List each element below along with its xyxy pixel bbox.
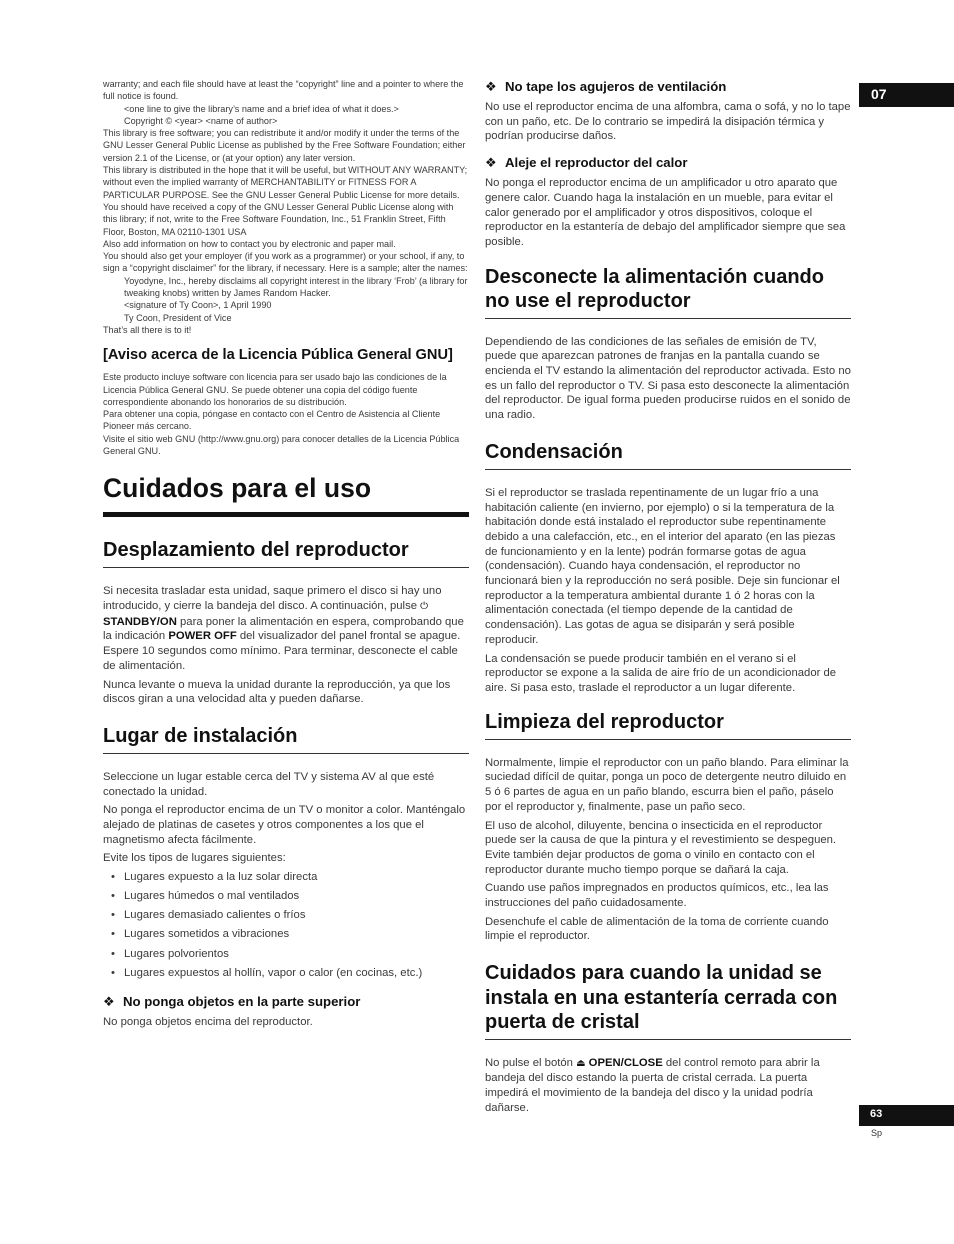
gnu-notice-text bbox=[103, 371, 469, 457]
cleaning-text bbox=[485, 756, 851, 944]
gpl-line: This library is free software; you can redistribute it and/or modify it under the terms of the GNU Lesser General Public License as published by the Free Software Foundation; either version 2.1 of the License, or (at your option) any later version. bbox=[103, 128, 466, 163]
no-objects-text: No ponga objetos encima del reproductor. bbox=[103, 1015, 313, 1028]
section-heading-cleaning: Limpieza del reproductor bbox=[485, 710, 851, 740]
list-item: • Lugares sometidos a vibraciones bbox=[103, 927, 469, 942]
moving-text bbox=[103, 584, 469, 707]
chapter-title: Cuidados para el uso bbox=[103, 472, 469, 517]
list-item: • Lugares demasiado calientes o fríos bbox=[103, 908, 469, 923]
chapter-number: 07 bbox=[871, 86, 887, 102]
gpl-license-text bbox=[103, 78, 469, 336]
gpl-line: You should have received a copy of the GNU Lesser General Public License along with this library; if not, write to the Free Software Foundation, Inc., 51 Franklin Street, Fifth Floor, Boston, MA 02110-1301 USA bbox=[103, 201, 454, 237]
subheading-ventilation: ❖ No tape los agujeros de ventilación bbox=[485, 79, 727, 94]
list-item: • Lugares expuesto a la luz solar directa bbox=[103, 870, 469, 885]
left-column bbox=[103, 78, 469, 1033]
page-number: 63 bbox=[870, 1108, 883, 1120]
avoid-locations-list bbox=[103, 870, 469, 980]
condensation-paragraph: Si el reproductor se traslada repentinamente de un lugar frío a una habitación caliente (en invierno, por ejemplo) o si la temperatura de la habitación donde está instalado el reproductor sube repentinamente debido a una calefacción, etc., en el interior del aparato (en las piezas de funcionamiento y en la lente) podrán formarse gotas de agua (condensación). Cuando haya condensación, el reproductor no funcionará bien y la reproducción no será posible. Deje sin funcionar el reproductor a la temperatura ambiental durante 1 ó 2 horas con la alimentación conectada (el tiempo depende de la cantidad de condensación). Las gotas de agua se disiparán y será posible reproducir. bbox=[485, 486, 840, 646]
cleaning-paragraph: Normalmente, limpie el reproductor con un paño blando. Para eliminar la suciedad difícil de quitar, ponga un poco de detergente neutro diluido en 5 ó 6 partes de agua en un paño blando, escurra bien el paño, páselo por el reproductor y, finalmente, pase un paño seco. bbox=[485, 756, 849, 813]
subheading-heat: ❖ Aleje el reproductor del calor bbox=[485, 155, 688, 171]
open-close-key: OPEN/CLOSE bbox=[588, 1056, 663, 1069]
language-code: Sp bbox=[871, 1128, 883, 1138]
power-off-indicator: POWER OFF bbox=[168, 630, 237, 643]
installation-paragraph: No ponga el reproductor encima de un TV o monitor a color. Manténgalo alejado de platinas de casetes y otros componentes a los que el magnetismo afecta fácilmente. bbox=[103, 804, 466, 846]
list-item: • Lugares expuestos al hollín, vapor o calor (en cocinas, etc.) bbox=[103, 966, 469, 981]
diamond-bullet-icon: ❖ bbox=[485, 79, 497, 94]
cleaning-paragraph: Cuando use paños impregnados en productos químicos, etc., lea las instrucciones del paño cuidadosamente. bbox=[485, 882, 829, 910]
section-heading-disconnect: Desconecte la alimentación cuando no use el reproductor bbox=[485, 265, 851, 319]
cleaning-paragraph: El uso de alcohol, diluyente, bencina o insecticida en el reproductor puede ser la causa de que la pintura y el revestimiento se despeguen. Evite también dejar productos de goma o vinilo en contacto con el reproductor durante mucho tiempo porque se dañará la caja. bbox=[485, 819, 837, 876]
subheading-no-objects: ❖ No ponga objetos en la parte superior bbox=[103, 993, 361, 1009]
section-heading-installation: Lugar de instalación bbox=[103, 724, 469, 754]
gpl-line: Copyright © <year> <name of author> bbox=[124, 115, 278, 126]
standby-icon: ⏻ bbox=[420, 601, 429, 613]
gpl-line: That’s all there is to it! bbox=[103, 324, 192, 335]
right-column bbox=[485, 78, 851, 1119]
gpl-line: You should also get your employer (if you work as a programmer) or your school, if any, to sign a “copyright disclaimer” for the library, if necessary. Here is a sample; alter the names: bbox=[103, 251, 468, 274]
gpl-line: Also add information on how to contact you by electronic and paper mail. bbox=[103, 238, 396, 249]
cleaning-paragraph: Desenchufe el cable de alimentación de la toma de corriente cuando limpie el reproductor. bbox=[485, 915, 829, 943]
installation-paragraph: Evite los tipos de lugares siguientes: bbox=[103, 852, 286, 865]
list-item: • Lugares polvorientos bbox=[103, 947, 469, 962]
condensation-paragraph: La condensación se puede producir también en el verano si el reproductor se expone a la salida de aire frío de un acondicionador de aire. Si pasa esto, traslade el reproductor a un lugar diferente. bbox=[485, 652, 837, 694]
diamond-bullet-icon: ❖ bbox=[485, 155, 497, 171]
eject-icon: ⏏ bbox=[576, 1057, 586, 1069]
installation-paragraph: Seleccione un lugar estable cerca del TV y sistema AV al que esté conectado la unidad. bbox=[103, 770, 435, 798]
gpl-line: <signature of Ty Coon>, 1 April 1990 bbox=[124, 300, 272, 311]
list-item: • Lugares húmedos o mal ventilados bbox=[103, 889, 469, 904]
disconnect-text: Dependiendo de las condiciones de las señales de emisión de TV, puede que aparezcan patrones de franjas en la pantalla cuando se encienda el TV estando la alimentación del reproductor activada. Esto no es un fallo del reproductor o TV. Si pasa esto desconecte la alimentación del reproductor. De igual forma pueden producirse ruidos en el sonido de una radio. bbox=[485, 335, 851, 422]
gpl-line: <one line to give the library’s name and a brief idea of what it does.> bbox=[124, 103, 399, 114]
moving-paragraph-2: Nunca levante o mueva la unidad durante la reproducción, ya que los discos giran a una velocidad alta y pueden dañarse. bbox=[103, 678, 451, 706]
glass-shelf-text: No pulse el botón ⏏ OPEN/CLOSE del control remoto para abrir la bandeja del disco estando la puerta de cristal cerrada. La puerta impedirá el movimiento de la bandeja del disco y la unidad podría dañarse. bbox=[485, 1056, 820, 1114]
gpl-line: Ty Coon, President of Vice bbox=[124, 312, 232, 323]
standby-key: STANDBY/ON bbox=[103, 615, 177, 628]
gnu-notice-paragraph: Para obtener una copia, póngase en contacto con el Centro de Asistencia al Cliente Pioneer más cercano. bbox=[103, 409, 441, 432]
ventilation-text: No use el reproductor encima de una alfombra, cama o sofá, y no lo tape con un paño, etc. De lo contrario se impedirá la disipación térmica y podrían producirse daños. bbox=[485, 101, 851, 143]
page-number-tab bbox=[859, 1105, 954, 1126]
gnu-notice-paragraph: Este producto incluye software con licencia para ser usado bajo las condiciones de la Licencia Pública General GNU. Se puede obtener una copia del código fuente correspondiente abonando los honorarios de su distribución. bbox=[103, 372, 447, 407]
installation-text bbox=[103, 770, 469, 980]
moving-paragraph-1: Si necesita trasladar esta unidad, saque primero el disco si hay uno introducido, y cierre la bandeja del disco. A continuación, pulse ⏻ STANDBY/ON para poner la alimentación en espera, comprobando que la indicación POWER OFF del visualizador del panel frontal se apague. Espere 10 segundos como mínimo. Para terminar, desconecte el cable de alimentación. bbox=[103, 585, 464, 672]
gpl-line: This library is distributed in the hope that it will be useful, but WITHOUT ANY WARRANTY; without even the implied warranty of MERCHANTABILITY or FITNESS FOR A PARTICULAR PURPOSE. See the GNU Lesser General Public License for more details. bbox=[103, 165, 468, 200]
gpl-line: warranty; and each file should have at least the “copyright” line and a pointer to where the full notice is found. bbox=[103, 79, 464, 102]
heat-text: No ponga el reproductor encima de un amplificador u otro aparato que genere calor. Cuando haga la instalación en un mueble, para evitar el calor generado por el amplificador y otros dispositivos, coloque el reproductor en la estantería de debajo del amplificador siempre que sea posible. bbox=[485, 177, 846, 248]
chapter-tab bbox=[859, 83, 954, 107]
diamond-bullet-icon: ❖ bbox=[103, 993, 115, 1009]
gnu-notice-paragraph: Visite el sitio web GNU (http://www.gnu.org) para conocer detalles de la Licencia Pública General GNU. bbox=[103, 433, 460, 457]
condensation-text bbox=[485, 486, 851, 696]
section-heading-condensation: Condensación bbox=[485, 440, 851, 470]
gnu-notice-heading: [Aviso acerca de la Licencia Pública General GNU] bbox=[103, 347, 453, 364]
section-heading-glass-shelf: Cuidados para cuando la unidad se instala en una estantería cerrada con puerta de cristal bbox=[485, 961, 851, 1040]
gpl-line: Yoyodyne, Inc., hereby disclaims all copyright interest in the library ‘Frob’ (a library for tweaking knobs) written by James Random Hacker. bbox=[124, 275, 468, 299]
section-heading-moving: Desplazamiento del reproductor bbox=[103, 538, 469, 568]
